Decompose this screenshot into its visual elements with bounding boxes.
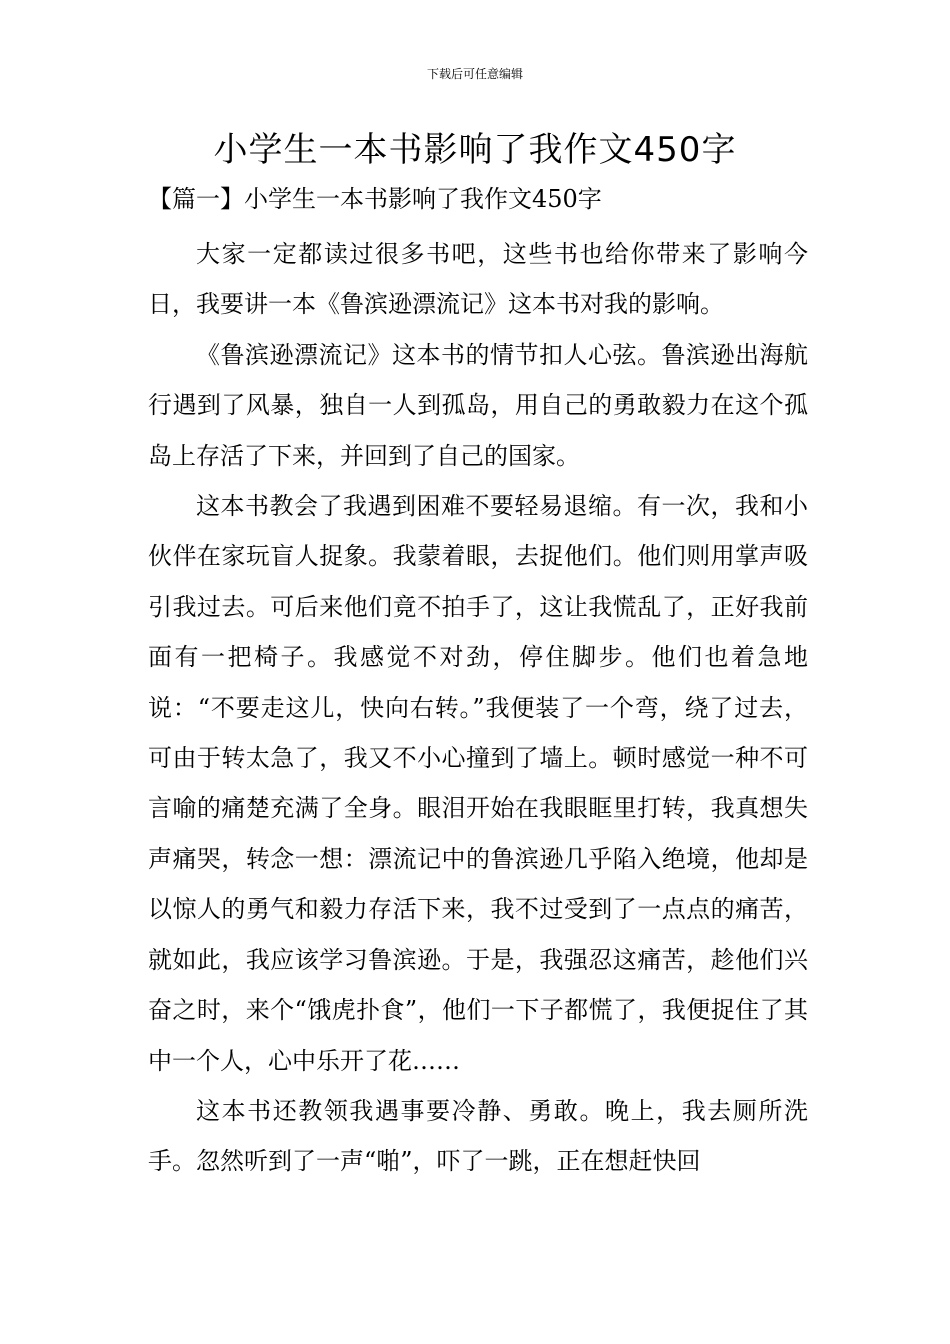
paragraph: 这本书还教领我遇事要冷静、勇敢。晚上，我去厕所洗手。忽然听到了一声“啪”，吓了一跳，正在想赶快回 <box>148 1096 808 1176</box>
page-header-note: 下载后可任意编辑 <box>426 67 523 81</box>
paragraph: 《鲁滨逊漂流记》这本书的情节扣人心弦。鲁滨逊出海航行遇到了风暴，独自一人到孤岛，用自己的勇敢毅力在这个孤岛上存活了下来，并回到了自己的国家。 <box>148 340 808 470</box>
document-body <box>148 229 808 1187</box>
paragraph: 这本书教会了我遇到困难不要轻易退缩。有一次，我和小伙伴在家玩盲人捉象。我蒙着眼，去捉他们。他们则用掌声吸引我过去。可后来他们竟不拍手了，这让我慌乱了，正好我前面有一把椅子。我感觉不对劲，停住脚步。他们也着急地说：“不要走这儿，快向右转。”我便装了一个弯，绕了过去，可由于转太急了，我又不小心撞到了墙上。顿时感觉一种不可言喻的痛楚充满了全身。眼泪开始在我眼眶里打转，我真想失声痛哭，转念一想：漂流记中的鲁滨逊几乎陷入绝境，他却是以惊人的勇气和毅力存活下来，我不过受到了一点点的痛苦，就如此，我应该学习鲁滨逊。于是，我强忍这痛苦，趁他们兴奋之时，来个“饿虎扑食”，他们一下子都慌了，我便捉住了其中一个人，心中乐开了花…… <box>148 492 808 1075</box>
paragraph: 大家一定都读过很多书吧，这些书也给你带来了影响今日，我要讲一本《鲁滨逊漂流记》这本书对我的影响。 <box>148 240 808 319</box>
document-title: 小学生一本书影响了我作文450字 <box>213 130 737 170</box>
section-heading: 【篇一】小学生一本书影响了我作文450字 <box>148 185 602 213</box>
